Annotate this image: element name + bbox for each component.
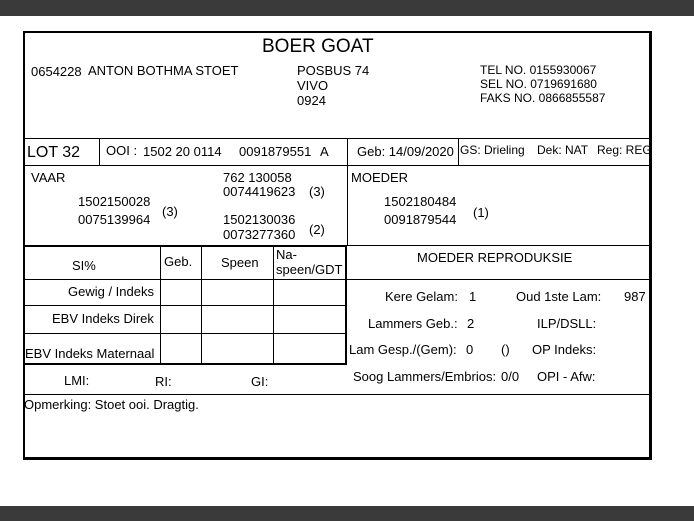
lamgesp-gem: () — [501, 342, 510, 357]
si-header-speen: Speen — [221, 255, 259, 270]
vaar-id-c1: 1502130036 — [223, 212, 296, 227]
address-line-1: POSBUS 74 — [297, 63, 370, 78]
vaar-id-a2: 0075139964 — [78, 212, 151, 227]
oud-value: 987 — [624, 289, 646, 304]
lmi-label: LMI: — [64, 373, 90, 388]
vaar-count-c: (2) — [309, 222, 325, 237]
lot-divider-1 — [99, 138, 100, 165]
si-header-naspeen-1: Na- — [276, 247, 297, 262]
si-row-label-direk: EBV Indeks Direk — [52, 311, 154, 326]
soog-label: Soog Lammers/Embrios: — [353, 369, 497, 384]
lot-number: LOT 32 — [27, 144, 81, 161]
moeder-count: (1) — [473, 205, 489, 220]
address-line-2: VIVO — [297, 78, 329, 93]
vaar-id-b2: 0074419623 — [223, 184, 296, 199]
gs-value: GS: Drieling — [460, 143, 525, 157]
owner-name: ANTON BOTHMA STOET — [88, 63, 239, 78]
owner-id: 0654228 — [31, 64, 82, 79]
contact-tel: TEL NO. 0155930067 — [480, 63, 597, 77]
si-row-line-1 — [24, 305, 346, 306]
geb-date: Geb: 14/09/2020 — [357, 144, 454, 159]
vaar-count-a: (3) — [162, 204, 178, 219]
si-col-2 — [201, 245, 202, 363]
repro-title: MOEDER REPRODUKSIE — [417, 250, 573, 265]
ooi-id: 0091879551 — [239, 144, 312, 159]
pedigree-divider — [347, 165, 348, 245]
card-title: BOER GOAT — [262, 36, 374, 57]
contact-sel: SEL NO. 0719691680 — [480, 77, 597, 91]
lot-divider-2 — [347, 138, 348, 165]
soog-value: 0/0 — [501, 369, 520, 384]
bottom-bar — [0, 506, 694, 521]
si-header-bottom-line — [24, 279, 651, 280]
oud-label: Oud 1ste Lam: — [516, 289, 602, 304]
lamgesp-value: 0 — [466, 342, 474, 357]
kere-gelam-value: 1 — [469, 289, 477, 304]
kere-gelam-label: Kere Gelam: — [385, 289, 458, 304]
gi-label: GI: — [251, 374, 269, 389]
reg-value: Reg: REG — [597, 143, 652, 157]
address-line-3: 0924 — [297, 93, 326, 108]
si-header-geb: Geb. — [164, 254, 193, 269]
opmerking: Opmerking: Stoet ooi. Dragtig. — [24, 397, 199, 412]
moeder-label: MOEDER — [351, 170, 409, 185]
lot-divider-3 — [458, 138, 459, 165]
vaar-count-b: (3) — [309, 184, 325, 199]
si-row-line-2 — [24, 333, 346, 334]
vaar-id-a1: 1502150028 — [78, 194, 151, 209]
ooi-label: OOI : — [106, 143, 138, 158]
si-col-1 — [160, 245, 161, 363]
moeder-id-2: 0091879544 — [384, 212, 457, 227]
vaar-id-b1: 762 130058 — [223, 170, 292, 185]
contact-faks: FAKS NO. 0866855587 — [480, 91, 606, 105]
lammers-value: 2 — [467, 316, 475, 331]
si-table-top-line — [23, 245, 347, 247]
si-header-naspeen-2: speen/GDT — [276, 262, 343, 277]
si-row-label-maternaal: EBV Indeks Maternaal — [25, 346, 155, 361]
lot-row-bottom-line — [24, 165, 651, 166]
lamgesp-label: Lam Gesp./(Gem): — [349, 342, 457, 357]
ooi-value: 1502 20 0114 — [143, 144, 222, 159]
ooi-grade: A — [320, 144, 329, 159]
ilp-label: ILP/DSLL: — [537, 316, 597, 331]
dek-value: Dek: NAT — [537, 143, 589, 157]
lammers-label: Lammers Geb.: — [368, 316, 458, 331]
vaar-label: VAAR — [31, 170, 66, 185]
op-indeks-label: OP Indeks: — [532, 342, 597, 357]
si-row-label-gewig: Gewig / Indeks — [68, 284, 154, 299]
opi-afw-label: OPI - Afw: — [537, 369, 596, 384]
top-bar — [0, 0, 694, 16]
moeder-id-1: 1502180484 — [384, 194, 457, 209]
si-header-si: SI% — [72, 258, 96, 273]
repro-top-line — [347, 245, 651, 246]
si-table-bottom-line — [23, 363, 347, 365]
si-col-3 — [273, 245, 274, 363]
ri-label: RI: — [155, 374, 172, 389]
indices-bottom-line — [24, 394, 651, 395]
lot-row-top-line — [24, 138, 651, 139]
vaar-id-c2: 0073277360 — [223, 227, 296, 242]
